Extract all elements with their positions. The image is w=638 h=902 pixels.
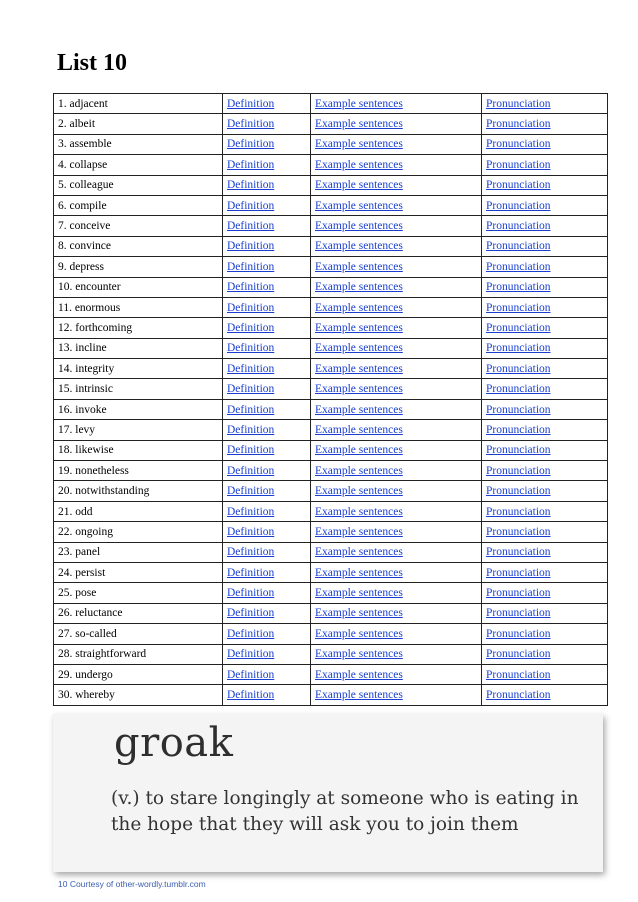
- word-cell: 11. enormous: [54, 297, 223, 317]
- table-row: [54, 379, 608, 399]
- example-sentences-link[interactable]: Example sentences: [315, 383, 403, 396]
- table-row: [54, 175, 608, 195]
- example-sentences-cell: [311, 155, 482, 175]
- example-sentences-link[interactable]: Example sentences: [315, 301, 403, 314]
- pronunciation-link[interactable]: Pronunciation: [486, 587, 551, 600]
- pronunciation-link[interactable]: Pronunciation: [486, 566, 551, 579]
- definition-link[interactable]: Definition: [227, 97, 275, 110]
- definition-cell: [223, 277, 311, 297]
- example-sentences-link[interactable]: Example sentences: [315, 546, 403, 559]
- word-cell: 16. invoke: [54, 399, 223, 419]
- pronunciation-link[interactable]: Pronunciation: [486, 485, 551, 498]
- definition-link[interactable]: Definition: [227, 627, 275, 640]
- word-cell: 23. panel: [54, 542, 223, 562]
- word-cell: 24. persist: [54, 562, 223, 582]
- pronunciation-link[interactable]: Pronunciation: [486, 301, 551, 314]
- example-sentences-link[interactable]: Example sentences: [315, 505, 403, 518]
- definition-cell: [223, 542, 311, 562]
- word-list-table: [53, 93, 608, 706]
- table-row: [54, 522, 608, 542]
- definition-link[interactable]: Definition: [227, 220, 275, 233]
- example-sentences-cell: [311, 318, 482, 338]
- word-cell: 17. levy: [54, 420, 223, 440]
- definition-cell: [223, 379, 311, 399]
- pronunciation-cell: [482, 338, 608, 358]
- pronunciation-cell: [482, 461, 608, 481]
- definition-link[interactable]: Definition: [227, 138, 275, 151]
- example-sentences-link[interactable]: Example sentences: [315, 321, 403, 334]
- pronunciation-link[interactable]: Pronunciation: [486, 403, 551, 416]
- example-sentences-link[interactable]: Example sentences: [315, 566, 403, 579]
- pronunciation-link[interactable]: Pronunciation: [486, 689, 551, 702]
- table-row: [54, 440, 608, 460]
- pronunciation-link[interactable]: Pronunciation: [486, 444, 551, 457]
- pronunciation-cell: [482, 297, 608, 317]
- table-row: [54, 236, 608, 256]
- pronunciation-cell: [482, 603, 608, 623]
- table-row: [54, 114, 608, 134]
- pronunciation-cell: [482, 501, 608, 521]
- example-sentences-link[interactable]: Example sentences: [315, 362, 403, 375]
- table-row: [54, 359, 608, 379]
- word-cell: 15. intrinsic: [54, 379, 223, 399]
- word-cell: 28. straightforward: [54, 644, 223, 664]
- example-sentences-cell: [311, 277, 482, 297]
- pronunciation-cell: [482, 134, 608, 154]
- definition-link[interactable]: Definition: [227, 321, 275, 334]
- pronunciation-cell: [482, 114, 608, 134]
- pronunciation-cell: [482, 664, 608, 684]
- word-cell: 12. forthcoming: [54, 318, 223, 338]
- pronunciation-cell: [482, 644, 608, 664]
- example-sentences-cell: [311, 175, 482, 195]
- example-sentences-cell: [311, 420, 482, 440]
- pronunciation-link[interactable]: Pronunciation: [486, 423, 551, 436]
- definition-cell: [223, 624, 311, 644]
- pronunciation-cell: [482, 216, 608, 236]
- definition-cell: [223, 359, 311, 379]
- table-row: [54, 481, 608, 501]
- pronunciation-cell: [482, 685, 608, 705]
- table-row: [54, 318, 608, 338]
- example-sentences-cell: [311, 216, 482, 236]
- pronunciation-link[interactable]: Pronunciation: [486, 546, 551, 559]
- pronunciation-cell: [482, 318, 608, 338]
- example-sentences-link[interactable]: Example sentences: [315, 485, 403, 498]
- example-sentences-link[interactable]: Example sentences: [315, 118, 403, 131]
- pronunciation-link[interactable]: Pronunciation: [486, 627, 551, 640]
- example-sentences-cell: [311, 624, 482, 644]
- table-row: [54, 297, 608, 317]
- pronunciation-cell: [482, 624, 608, 644]
- word-cell: 4. collapse: [54, 155, 223, 175]
- example-sentences-cell: [311, 644, 482, 664]
- example-sentences-cell: [311, 257, 482, 277]
- pronunciation-link[interactable]: Pronunciation: [486, 525, 551, 538]
- table-row: [54, 216, 608, 236]
- pronunciation-link[interactable]: Pronunciation: [486, 505, 551, 518]
- definition-link[interactable]: Definition: [227, 546, 275, 559]
- definition-link[interactable]: Definition: [227, 423, 275, 436]
- example-sentences-link[interactable]: Example sentences: [315, 444, 403, 457]
- table-row: [54, 461, 608, 481]
- example-sentences-link[interactable]: Example sentences: [315, 403, 403, 416]
- card-definition: (v.) to stare longingly at someone who is eating in the hope that they will ask you to join them: [111, 788, 579, 835]
- definition-cell: [223, 461, 311, 481]
- example-sentences-cell: [311, 685, 482, 705]
- definition-cell: [223, 583, 311, 603]
- pronunciation-cell: [482, 155, 608, 175]
- word-cell: 25. pose: [54, 583, 223, 603]
- table-row: [54, 155, 608, 175]
- example-sentences-cell: [311, 379, 482, 399]
- table-row: [54, 195, 608, 215]
- table-row: [54, 501, 608, 521]
- pronunciation-cell: [482, 236, 608, 256]
- pronunciation-cell: [482, 542, 608, 562]
- table-row: [54, 338, 608, 358]
- word-cell: 27. so-called: [54, 624, 223, 644]
- definition-link[interactable]: Definition: [227, 260, 275, 273]
- pronunciation-link[interactable]: Pronunciation: [486, 607, 551, 620]
- example-sentences-cell: [311, 583, 482, 603]
- definition-cell: [223, 195, 311, 215]
- example-sentences-cell: [311, 542, 482, 562]
- definition-cell: [223, 685, 311, 705]
- definition-link[interactable]: Definition: [227, 179, 275, 192]
- definition-link[interactable]: Definition: [227, 648, 275, 661]
- example-sentences-cell: [311, 134, 482, 154]
- word-cell: 26. reluctance: [54, 603, 223, 623]
- table-row: [54, 277, 608, 297]
- pronunciation-link[interactable]: Pronunciation: [486, 179, 551, 192]
- groak-definition-image: [53, 714, 603, 872]
- page-footer: 10 Courtesy of other-wordly.tumblr.com: [58, 879, 206, 889]
- card-word: groak: [114, 720, 234, 766]
- example-sentences-link[interactable]: Example sentences: [315, 525, 403, 538]
- pronunciation-cell: [482, 562, 608, 582]
- definition-cell: [223, 114, 311, 134]
- example-sentences-cell: [311, 461, 482, 481]
- pronunciation-link[interactable]: Pronunciation: [486, 220, 551, 233]
- pronunciation-cell: [482, 379, 608, 399]
- definition-link[interactable]: Definition: [227, 403, 275, 416]
- definition-cell: [223, 399, 311, 419]
- pronunciation-link[interactable]: Pronunciation: [486, 138, 551, 151]
- word-cell: 19. nonetheless: [54, 461, 223, 481]
- pronunciation-link[interactable]: Pronunciation: [486, 97, 551, 110]
- pronunciation-link[interactable]: Pronunciation: [486, 668, 551, 681]
- word-cell: 9. depress: [54, 257, 223, 277]
- definition-cell: [223, 644, 311, 664]
- word-cell: 14. integrity: [54, 359, 223, 379]
- example-sentences-link[interactable]: Example sentences: [315, 138, 403, 151]
- definition-cell: [223, 216, 311, 236]
- definition-cell: [223, 155, 311, 175]
- definition-link[interactable]: Definition: [227, 301, 275, 314]
- table-row: [54, 603, 608, 623]
- pronunciation-cell: [482, 583, 608, 603]
- table-row: [54, 94, 608, 114]
- definition-link[interactable]: Definition: [227, 383, 275, 396]
- example-sentences-cell: [311, 399, 482, 419]
- table-row: [54, 562, 608, 582]
- example-sentences-link[interactable]: Example sentences: [315, 342, 403, 355]
- example-sentences-link[interactable]: Example sentences: [315, 199, 403, 212]
- definition-link[interactable]: Definition: [227, 444, 275, 457]
- definition-cell: [223, 481, 311, 501]
- example-sentences-link[interactable]: Example sentences: [315, 97, 403, 110]
- definition-cell: [223, 297, 311, 317]
- pronunciation-link[interactable]: Pronunciation: [486, 383, 551, 396]
- definition-link[interactable]: Definition: [227, 158, 275, 171]
- example-sentences-link[interactable]: Example sentences: [315, 689, 403, 702]
- example-sentences-cell: [311, 359, 482, 379]
- example-sentences-link[interactable]: Example sentences: [315, 179, 403, 192]
- definition-cell: [223, 420, 311, 440]
- example-sentences-link[interactable]: Example sentences: [315, 648, 403, 661]
- example-sentences-link[interactable]: Example sentences: [315, 423, 403, 436]
- table-row: [54, 685, 608, 705]
- pronunciation-link[interactable]: Pronunciation: [486, 281, 551, 294]
- pronunciation-link[interactable]: Pronunciation: [486, 321, 551, 334]
- definition-cell: [223, 318, 311, 338]
- pronunciation-link[interactable]: Pronunciation: [486, 648, 551, 661]
- example-sentences-cell: [311, 501, 482, 521]
- word-cell: 22. ongoing: [54, 522, 223, 542]
- pronunciation-link[interactable]: Pronunciation: [486, 118, 551, 131]
- example-sentences-cell: [311, 195, 482, 215]
- table-row: [54, 664, 608, 684]
- definition-cell: [223, 522, 311, 542]
- word-cell: 6. compile: [54, 195, 223, 215]
- definition-cell: [223, 236, 311, 256]
- pronunciation-link[interactable]: Pronunciation: [486, 240, 551, 253]
- word-cell: 7. conceive: [54, 216, 223, 236]
- definition-link[interactable]: Definition: [227, 505, 275, 518]
- definition-link[interactable]: Definition: [227, 525, 275, 538]
- pronunciation-cell: [482, 257, 608, 277]
- table-row: [54, 624, 608, 644]
- example-sentences-cell: [311, 603, 482, 623]
- definition-cell: [223, 257, 311, 277]
- definition-cell: [223, 440, 311, 460]
- page-title: List 10: [57, 50, 128, 76]
- definition-link[interactable]: Definition: [227, 668, 275, 681]
- pronunciation-cell: [482, 277, 608, 297]
- word-cell: 21. odd: [54, 501, 223, 521]
- example-sentences-cell: [311, 94, 482, 114]
- pronunciation-cell: [482, 481, 608, 501]
- word-cell: 20. notwithstanding: [54, 481, 223, 501]
- pronunciation-cell: [482, 420, 608, 440]
- word-cell: 5. colleague: [54, 175, 223, 195]
- definition-link[interactable]: Definition: [227, 281, 275, 294]
- pronunciation-cell: [482, 195, 608, 215]
- example-sentences-cell: [311, 481, 482, 501]
- definition-link[interactable]: Definition: [227, 587, 275, 600]
- definition-link[interactable]: Definition: [227, 342, 275, 355]
- example-sentences-link[interactable]: Example sentences: [315, 464, 403, 477]
- pronunciation-link[interactable]: Pronunciation: [486, 158, 551, 171]
- example-sentences-link[interactable]: Example sentences: [315, 158, 403, 171]
- table-row: [54, 257, 608, 277]
- example-sentences-link[interactable]: Example sentences: [315, 281, 403, 294]
- pronunciation-link[interactable]: Pronunciation: [486, 362, 551, 375]
- example-sentences-cell: [311, 236, 482, 256]
- example-sentences-link[interactable]: Example sentences: [315, 627, 403, 640]
- pronunciation-cell: [482, 359, 608, 379]
- table-row: [54, 644, 608, 664]
- word-cell: 10. encounter: [54, 277, 223, 297]
- definition-cell: [223, 603, 311, 623]
- example-sentences-cell: [311, 297, 482, 317]
- pronunciation-link[interactable]: Pronunciation: [486, 199, 551, 212]
- definition-link[interactable]: Definition: [227, 118, 275, 131]
- example-sentences-link[interactable]: Example sentences: [315, 587, 403, 600]
- example-sentences-cell: [311, 562, 482, 582]
- pronunciation-cell: [482, 440, 608, 460]
- pronunciation-cell: [482, 522, 608, 542]
- table-row: [54, 399, 608, 419]
- definition-link[interactable]: Definition: [227, 607, 275, 620]
- example-sentences-link[interactable]: Example sentences: [315, 240, 403, 253]
- definition-link[interactable]: Definition: [227, 485, 275, 498]
- definition-cell: [223, 134, 311, 154]
- definition-link[interactable]: Definition: [227, 566, 275, 579]
- word-cell: 1. adjacent: [54, 94, 223, 114]
- example-sentences-link[interactable]: Example sentences: [315, 220, 403, 233]
- example-sentences-cell: [311, 338, 482, 358]
- pronunciation-cell: [482, 399, 608, 419]
- example-sentences-link[interactable]: Example sentences: [315, 607, 403, 620]
- definition-cell: [223, 175, 311, 195]
- definition-link[interactable]: Definition: [227, 199, 275, 212]
- word-cell: 3. assemble: [54, 134, 223, 154]
- table-row: [54, 134, 608, 154]
- example-sentences-link[interactable]: Example sentences: [315, 668, 403, 681]
- example-sentences-cell: [311, 664, 482, 684]
- word-cell: 13. incline: [54, 338, 223, 358]
- pronunciation-link[interactable]: Pronunciation: [486, 260, 551, 273]
- definition-cell: [223, 664, 311, 684]
- word-cell: 30. whereby: [54, 685, 223, 705]
- table-row: [54, 420, 608, 440]
- definition-cell: [223, 338, 311, 358]
- pronunciation-link[interactable]: Pronunciation: [486, 464, 551, 477]
- example-sentences-cell: [311, 114, 482, 134]
- example-sentences-cell: [311, 440, 482, 460]
- table-row: [54, 542, 608, 562]
- definition-cell: [223, 94, 311, 114]
- example-sentences-link[interactable]: Example sentences: [315, 260, 403, 273]
- word-cell: 18. likewise: [54, 440, 223, 460]
- definition-link[interactable]: Definition: [227, 464, 275, 477]
- table-row: [54, 583, 608, 603]
- example-sentences-cell: [311, 522, 482, 542]
- definition-link[interactable]: Definition: [227, 240, 275, 253]
- definition-link[interactable]: Definition: [227, 689, 275, 702]
- definition-link[interactable]: Definition: [227, 362, 275, 375]
- pronunciation-cell: [482, 175, 608, 195]
- pronunciation-cell: [482, 94, 608, 114]
- word-cell: 29. undergo: [54, 664, 223, 684]
- definition-cell: [223, 501, 311, 521]
- word-cell: 8. convince: [54, 236, 223, 256]
- word-cell: 2. albeit: [54, 114, 223, 134]
- pronunciation-link[interactable]: Pronunciation: [486, 342, 551, 355]
- definition-cell: [223, 562, 311, 582]
